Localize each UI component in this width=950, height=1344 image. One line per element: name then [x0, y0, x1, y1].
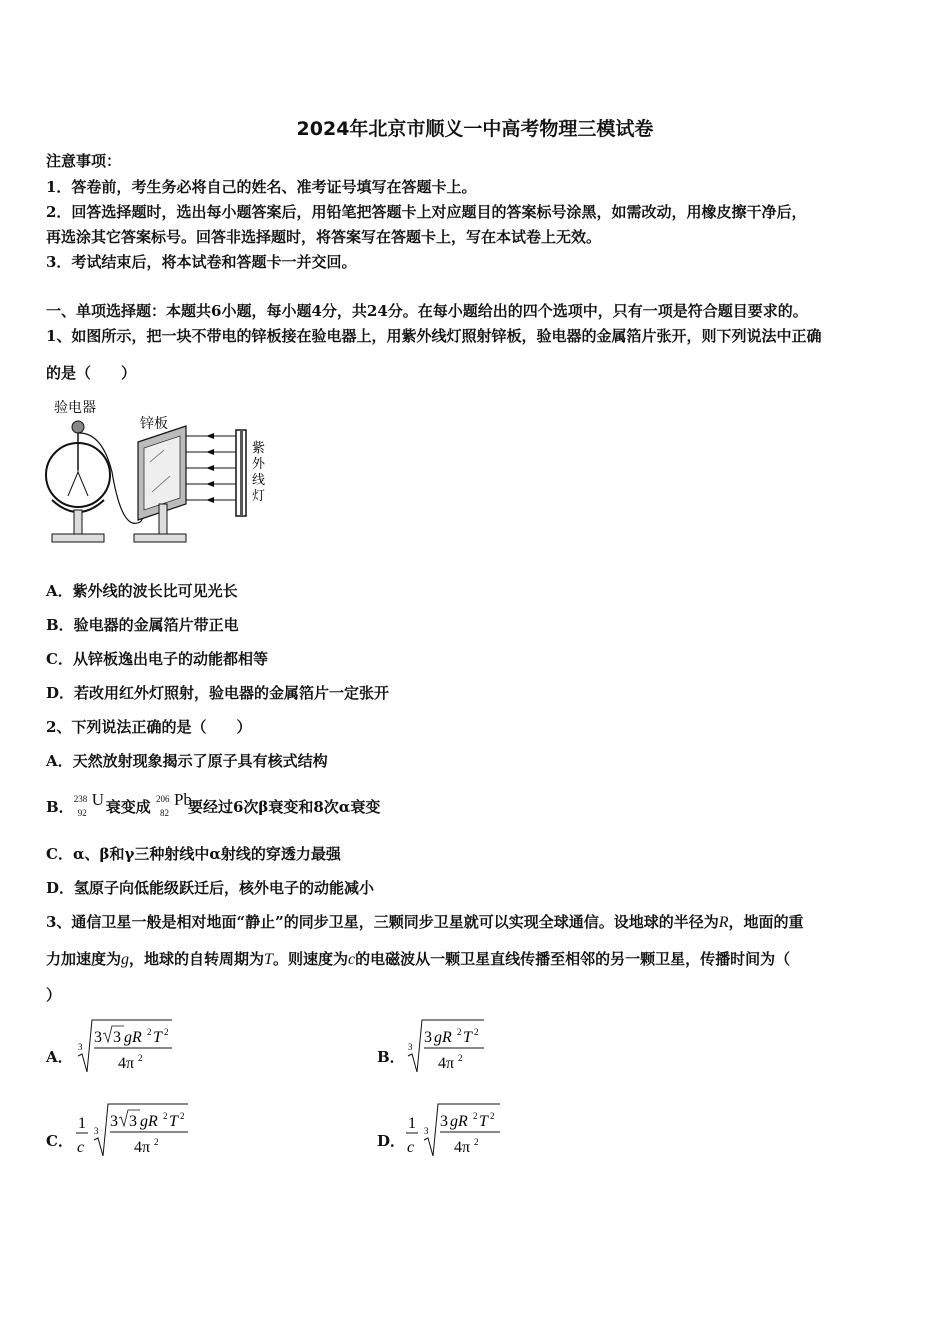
svg-text:T: T	[153, 1029, 162, 1046]
q1-figure	[40, 392, 280, 562]
svg-text:3: 3	[78, 1042, 83, 1052]
q3-option-c-label: C．	[46, 1132, 73, 1150]
svg-text:gR: gR	[434, 1029, 452, 1046]
svg-text:2: 2	[138, 1053, 143, 1063]
svg-text:gR: gR	[450, 1113, 468, 1130]
q3-option-a-label: A．	[46, 1048, 73, 1066]
q3-option-b-formula	[404, 1016, 504, 1078]
svg-text:2: 2	[473, 1111, 478, 1121]
q3-option-b-label: B．	[377, 1048, 405, 1066]
svg-text:4π: 4π	[438, 1055, 455, 1072]
notice-item: 2．回答选择题时，选出每小题答案后，用铅笔把答题卡上对应题目的答案标号涂黑，如需改动，用橡皮擦干净后，	[46, 203, 807, 221]
svg-text:2: 2	[163, 1111, 168, 1121]
svg-text:3: 3	[94, 1029, 102, 1046]
notice-heading: 注意事项：	[46, 152, 122, 170]
nuclide-pb206: 206 82 Pb	[155, 790, 192, 818]
page-title: 2024年北京市顺义一中高考物理三模试卷	[296, 118, 654, 140]
svg-text:c: c	[407, 1139, 415, 1156]
notice-item: 再选涂其它答案标号。回答非选择题时，将答案写在答题卡上，写在本试卷上无效。	[46, 228, 602, 246]
q3-option-a-formula	[74, 1016, 184, 1078]
label-zinc: 锌板	[140, 417, 168, 432]
option-text: 衰变成	[105, 798, 151, 816]
q1-stem: 1、如图所示，把一块不带电的锌板接在验电器上，用紫外线灯照射锌板，验电器的金属箔片张开，则下列说法中正确	[46, 327, 822, 345]
q3-option-d-label: D．	[377, 1132, 406, 1150]
q2-option-a: A．天然放射现象揭示了原子具有核式结构	[46, 752, 328, 770]
svg-text:3: 3	[424, 1029, 432, 1046]
q3-option-c-formula	[74, 1100, 204, 1162]
label-electroscope: 验电器	[54, 401, 96, 416]
svg-text:T: T	[479, 1113, 488, 1130]
q2-option-c: C．α、β和γ三种射线中α射线的穿透力最强	[46, 845, 341, 863]
svg-text:3: 3	[113, 1029, 121, 1046]
option-label: B．	[46, 798, 74, 816]
svg-text:2: 2	[490, 1111, 495, 1121]
q2-stem: 2、下列说法正确的是（ ）	[46, 718, 252, 736]
option-text: 要经过6次β衰变和8次α衰变	[187, 798, 381, 816]
label-uv: 灯	[252, 488, 266, 503]
label-uv: 紫	[252, 440, 266, 455]
svg-text:3: 3	[94, 1126, 99, 1136]
svg-text:3: 3	[440, 1113, 448, 1130]
q3-option-d-formula	[404, 1100, 514, 1162]
svg-text:3: 3	[110, 1113, 118, 1130]
svg-text:T: T	[463, 1029, 472, 1046]
q1-option-a: A．紫外线的波长比可见光长	[46, 582, 238, 600]
svg-text:gR: gR	[124, 1029, 142, 1046]
svg-text:2: 2	[180, 1111, 185, 1121]
nuclide-u238: 238 92 U	[73, 790, 104, 818]
notice-item: 1．答卷前，考生务必将自己的姓名、准考证号填写在答题卡上。	[46, 178, 477, 196]
svg-text:c: c	[77, 1139, 85, 1156]
svg-text:1: 1	[78, 1115, 86, 1132]
svg-text:2: 2	[457, 1027, 462, 1037]
svg-text:gR: gR	[140, 1113, 158, 1130]
svg-text:2: 2	[147, 1027, 152, 1037]
svg-text:4π: 4π	[118, 1055, 135, 1072]
svg-text:3: 3	[408, 1042, 413, 1052]
q1-option-d: D．若改用红外灯照射，验电器的金属箔片一定张开	[46, 684, 390, 702]
svg-text:1: 1	[408, 1115, 416, 1132]
notice-item: 3．考试结束后，将本试卷和答题卡一并交回。	[46, 253, 357, 271]
svg-text:2: 2	[164, 1027, 169, 1037]
q3-stem-line3: ）	[46, 986, 62, 1004]
svg-text:4π: 4π	[134, 1139, 151, 1156]
q1-option-b: B．验电器的金属箔片带正电	[46, 616, 239, 634]
svg-text:2: 2	[474, 1137, 479, 1147]
q2-option-b	[46, 790, 380, 820]
svg-text:3: 3	[129, 1113, 137, 1130]
label-uv: 外	[252, 456, 266, 471]
q2-option-d: D．氢原子向低能级跃迁后，核外电子的动能减小	[46, 879, 375, 897]
svg-text:4π: 4π	[454, 1139, 471, 1156]
section-heading: 一、单项选择题：本题共6小题，每小题4分，共24分。在每小题给出的四个选项中，只有一项是符合题目要求的。	[46, 302, 808, 320]
svg-text:2: 2	[474, 1027, 479, 1037]
svg-text:3: 3	[424, 1126, 429, 1136]
svg-text:T: T	[169, 1113, 178, 1130]
label-uv: 线	[252, 472, 266, 487]
q1-stem-end: 的是（ ）	[46, 364, 137, 382]
q1-option-c: C．从锌板逸出电子的动能都相等	[46, 650, 268, 668]
q3-stem-line2: 力加速度为g，地球的自转周期为T。则速度为c的电磁波从一颗卫星直线传播至相邻的另一颗卫星，传播时间为（	[46, 950, 791, 968]
q3-stem-line1: 3、通信卫星一般是相对地面“静止”的同步卫星，三颗同步卫星就可以实现全球通信。设地球的半径为R，地面的重	[46, 913, 804, 931]
svg-text:2: 2	[154, 1137, 159, 1147]
svg-text:2: 2	[458, 1053, 463, 1063]
